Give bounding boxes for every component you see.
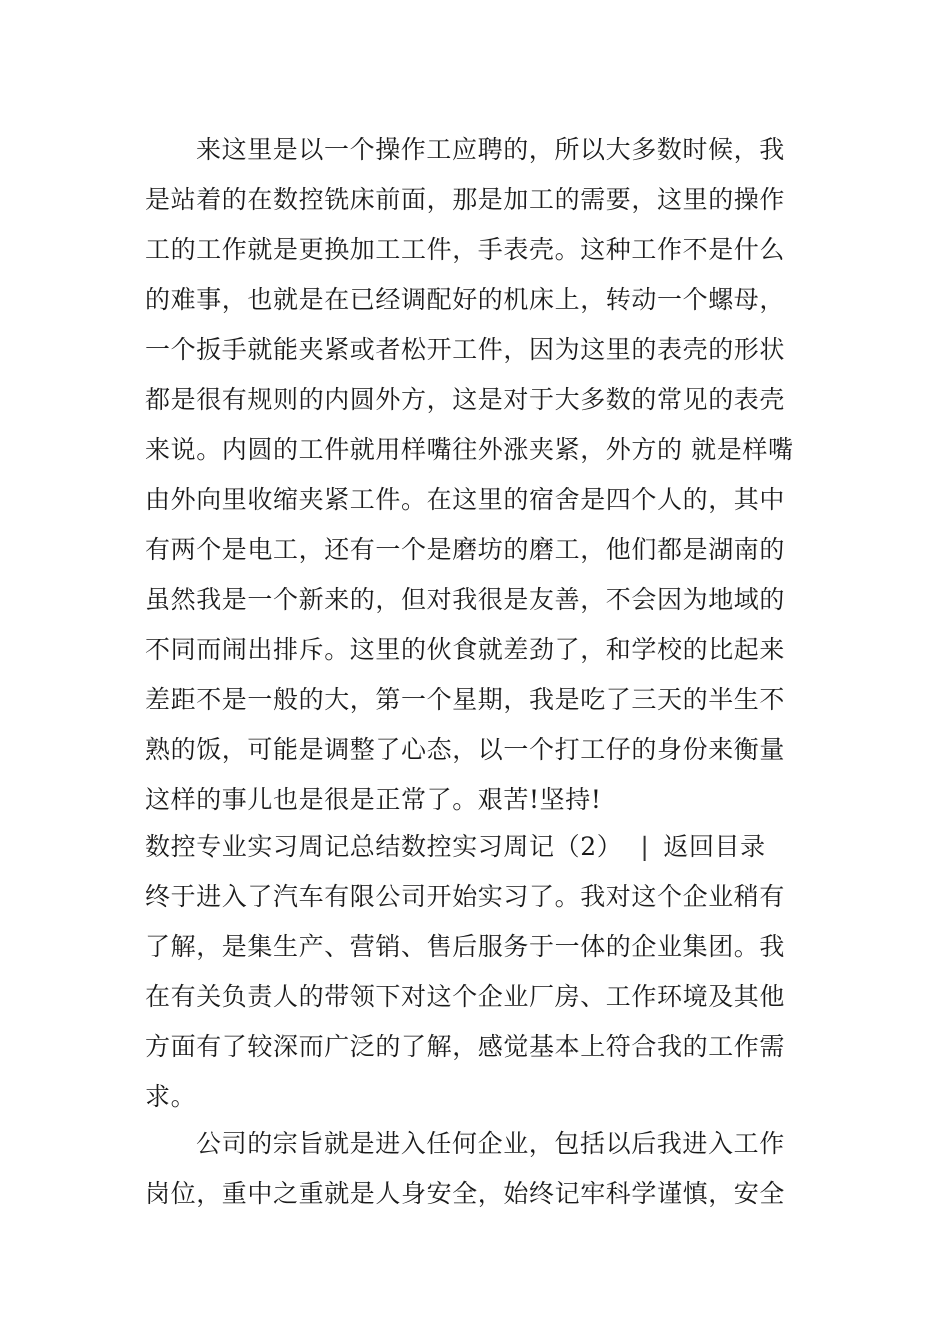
- paragraph-line: 了解，是集生产、营销、售后服务于一体的企业集团。我: [145, 932, 786, 961]
- paragraph-line: 虽然我是一个新来的，但对我很是友善，不会因为地域的: [145, 585, 786, 614]
- paragraph-line: 方面有了较深而广泛的了解，感觉基本上符合我的工作需: [145, 1032, 786, 1061]
- paragraph-line: 一个扳手就能夹紧或者松开工件，因为这里的表壳的形状: [145, 335, 786, 364]
- section-heading: [145, 826, 810, 868]
- paragraph-line: 熟的饭，可能是调整了心态，以一个打工仔的身份来衡量: [145, 735, 786, 764]
- back-to-toc-link[interactable]: 返回目录: [663, 832, 766, 861]
- paragraph-line: 的难事，也就是在已经调配好的机床上，转动一个螺母，: [145, 285, 786, 314]
- paragraph-line: 公司的宗旨就是进入任何企业，包括以后我进入工作: [196, 1129, 785, 1158]
- paragraph-line: 来这里是以一个操作工应聘的，所以大多数时候，我: [196, 135, 785, 164]
- paragraph-line: 都是很有规则的内圆外方，这是对于大多数的常见的表壳: [145, 385, 786, 414]
- separator: |: [640, 832, 650, 861]
- paragraph-line: 是站着的在数控铣床前面，那是加工的需要，这里的操作: [145, 185, 786, 214]
- paragraph-line: 不同而闹出排斥。这里的伙食就差劲了，和学校的比起来: [145, 635, 786, 664]
- paragraph-line: 差距不是一般的大，第一个星期，我是吃了三天的半生不: [145, 685, 786, 714]
- section-title: 数控专业实习周记总结数控实习周记（2）: [145, 832, 623, 861]
- paragraph-line: 来说。内圆的工件就用样嘴往外涨夹紧，外方的 就是样嘴: [145, 435, 794, 464]
- paragraph-line: 终于进入了汽车有限公司开始实习了。我对这个企业稍有: [145, 882, 786, 911]
- paragraph-line: 工的工作就是更换加工工件，手表壳。这种工作不是什么: [145, 235, 786, 264]
- paragraph-line: 有两个是电工，还有一个是磨坊的磨工，他们都是湖南的: [145, 535, 786, 564]
- paragraph-line: 这样的事儿也是很是正常了。艰苦!坚持!: [145, 785, 602, 814]
- paragraph-line: 求。: [145, 1082, 197, 1111]
- paragraph-line: 由外向里收缩夹紧工件。在这里的宿舍是四个人的，其中: [145, 485, 786, 514]
- paragraph-line: 在有关负责人的带领下对这个企业厂房、工作环境及其他: [145, 982, 786, 1011]
- paragraph-line: 岗位，重中之重就是人身安全，始终记牢科学谨慎，安全: [145, 1179, 786, 1208]
